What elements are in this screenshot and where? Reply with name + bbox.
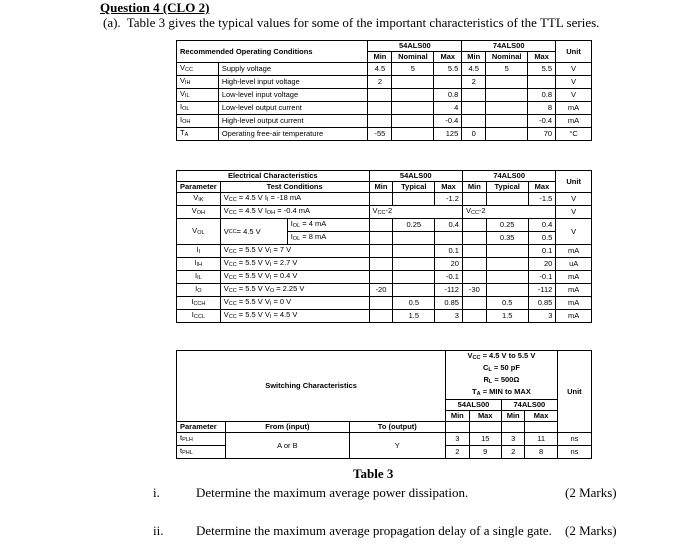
value-cell xyxy=(462,102,486,115)
subheader-cell: Min xyxy=(462,52,486,63)
value-cell: -112 xyxy=(435,284,463,297)
unit-cell: mA xyxy=(556,284,592,297)
from-header: From (input) xyxy=(226,422,349,433)
value-cell xyxy=(462,258,486,271)
table-row xyxy=(177,297,592,310)
value-cell xyxy=(462,245,486,258)
test-conditions: $V_{CC} = 5.5$ V $V_I = 0$ V xyxy=(220,297,369,310)
value-cell: 3 xyxy=(435,310,463,323)
table-row xyxy=(177,219,592,232)
value-cell: 0.5 xyxy=(393,297,435,310)
value-cell xyxy=(486,76,528,89)
value-cell xyxy=(392,89,434,102)
switching-condition: $C_L = 50$ pF xyxy=(446,363,558,375)
value-cell: 15 xyxy=(469,433,501,446)
unit-cell: mA xyxy=(556,245,592,258)
subheader-cell: Nominal xyxy=(486,52,528,63)
value-cell: 0.1 xyxy=(528,245,556,258)
value-cell: 0.25 xyxy=(393,219,435,232)
value-cell xyxy=(462,232,486,245)
switching-condition: $V_{CC} = 4.5$ V to 5.5 V xyxy=(446,351,558,364)
value-cell xyxy=(462,297,486,310)
value-cell: -0.1 xyxy=(528,271,556,284)
parameter-description: High-level input voltage xyxy=(218,76,368,89)
to-header: To (output) xyxy=(349,422,446,433)
unit-cell: mA xyxy=(556,310,592,323)
question-2-number: ii. xyxy=(153,523,164,538)
subheader-cell: Max xyxy=(528,52,556,63)
value-cell xyxy=(369,193,393,206)
unit-cell: mA xyxy=(556,271,592,284)
value-cell xyxy=(462,219,486,232)
value-cell: -20 xyxy=(369,284,393,297)
vol-condition-a: $I_{OL} = 4$ mA xyxy=(288,219,369,232)
unit-cell: V xyxy=(556,206,592,219)
value-cell: 0.85 xyxy=(528,297,556,310)
from-value: A or B xyxy=(226,433,349,459)
table-row xyxy=(177,284,592,297)
table-row xyxy=(177,310,592,323)
table-row xyxy=(177,258,592,271)
parameter-symbol: $I_{IH}$ xyxy=(177,258,221,271)
subheader-cell: Min xyxy=(369,182,393,193)
parameter-symbol: $I_{CCH}$ xyxy=(177,297,221,310)
value-cell xyxy=(393,271,435,284)
unit-cell: V xyxy=(556,89,592,102)
parameter-symbol: $V_{OL}$ xyxy=(177,219,221,245)
parameter-symbol: $T_A$ xyxy=(177,128,219,141)
conditions-header: Test Conditions xyxy=(220,182,369,193)
question-1-text: Determine the maximum average power dissipation. xyxy=(196,485,469,500)
table-title-cell: Electrical Characteristics xyxy=(177,171,370,182)
group-header: 74ALS00 xyxy=(462,171,555,182)
value-cell: 1.5 xyxy=(393,310,435,323)
group-header: 54ALS00 xyxy=(369,171,462,182)
intro-line xyxy=(103,15,605,31)
value-cell xyxy=(462,310,486,323)
value-cell xyxy=(486,271,528,284)
group-header: 54ALS00 xyxy=(446,400,502,411)
value-cell: 0 xyxy=(462,128,486,141)
value-cell xyxy=(462,115,486,128)
subheader-cell: Min xyxy=(501,411,524,422)
table-row xyxy=(177,271,592,284)
unit-cell: V xyxy=(556,219,592,245)
value-cell xyxy=(392,115,434,128)
question-heading: Question 4 (CLO 2) xyxy=(100,0,210,15)
value-cell: 70 xyxy=(528,128,556,141)
value-cell: 2 xyxy=(501,446,524,459)
value-cell: 5.5 xyxy=(434,63,462,76)
parameter-symbol: $I_{OH}$ xyxy=(177,115,219,128)
value-cell: -112 xyxy=(528,284,556,297)
unit-cell: V xyxy=(556,63,592,76)
value-cell: 0.1 xyxy=(435,245,463,258)
value-cell xyxy=(486,102,528,115)
value-cell xyxy=(393,193,435,206)
value-cell: -0.1 xyxy=(435,271,463,284)
value-cell xyxy=(486,258,528,271)
value-cell xyxy=(486,245,528,258)
value-cell: 0.4 xyxy=(528,219,556,232)
parameter-description: Supply voltage xyxy=(218,63,368,76)
parameter-symbol: $I_{CCL}$ xyxy=(177,310,221,323)
value-cell: 5.5 xyxy=(528,63,556,76)
value-cell xyxy=(462,271,486,284)
value-cell: 2 xyxy=(462,76,486,89)
header-row xyxy=(177,41,592,52)
subheader-cell: Max xyxy=(469,411,501,422)
value-cell: 0.4 xyxy=(435,219,463,232)
value-cell: 9 xyxy=(469,446,501,459)
value-cell xyxy=(486,284,528,297)
param-header: Parameter xyxy=(177,422,226,433)
group-header: 54ALS00 xyxy=(368,41,462,52)
switching-characteristics-table xyxy=(176,350,592,459)
unit-cell: V xyxy=(556,76,592,89)
value-cell xyxy=(392,128,434,141)
value-cell xyxy=(369,245,393,258)
blank-cell xyxy=(469,422,501,433)
parameter-symbol: $I_I$ xyxy=(177,245,221,258)
intro-text: Table 3 gives the typical values for some of the important characteristics of the TTL series. xyxy=(126,15,600,30)
group-header: 74ALS00 xyxy=(462,41,556,52)
subheader-cell: Max xyxy=(434,52,462,63)
switching-condition: $T_A$ = MIN to MAX xyxy=(446,387,558,400)
value-cell: -1.2 xyxy=(435,193,463,206)
test-conditions: $V_{CC} = 5.5$ V $V_I = 0.4$ V xyxy=(220,271,369,284)
parameter-symbol: $V_{CC}$ xyxy=(177,63,219,76)
value-cell xyxy=(369,219,393,232)
table-title-cell: Switching Characteristics xyxy=(177,351,446,422)
value-cell xyxy=(434,76,462,89)
header-row xyxy=(177,351,592,364)
value-cell: 1.5 xyxy=(486,310,528,323)
value-cell xyxy=(393,245,435,258)
value-cell xyxy=(392,102,434,115)
subheader-cell: Min xyxy=(368,52,392,63)
value-cell: 11 xyxy=(525,433,557,446)
switching-condition: $R_L = 500\Omega$ xyxy=(446,375,558,387)
table-row xyxy=(177,128,592,141)
unit-header: Unit xyxy=(556,41,592,63)
value-cell: $V_{CC}-2$ xyxy=(462,206,555,219)
question-2-text: Determine the maximum average propagation delay of a single gate. xyxy=(196,523,552,538)
value-cell: 4.5 xyxy=(368,63,392,76)
param-header: Parameter xyxy=(177,182,221,193)
value-cell: 0.35 xyxy=(486,232,528,245)
parameter-symbol: $I_{IL}$ xyxy=(177,271,221,284)
subheader-cell: Min xyxy=(446,411,469,422)
table-row xyxy=(177,433,592,446)
unit-header: Unit xyxy=(557,351,591,433)
to-value: Y xyxy=(349,433,446,459)
test-conditions: $V_{CC} = 4.5$ V $I_I = -18$ mA xyxy=(220,193,369,206)
subheader-cell: Max xyxy=(528,182,556,193)
value-cell xyxy=(369,310,393,323)
parameter-symbol: $I_{OL}$ xyxy=(177,102,219,115)
value-cell: 3 xyxy=(446,433,469,446)
unit-cell: mA xyxy=(556,115,592,128)
subheader-row xyxy=(177,182,592,193)
value-cell: $V_{CC}-2$ xyxy=(369,206,462,219)
value-cell xyxy=(435,232,463,245)
table-caption: Table 3 xyxy=(353,466,394,481)
value-cell xyxy=(528,76,556,89)
value-cell xyxy=(369,258,393,271)
parameter-symbol: $V_{IK}$ xyxy=(177,193,221,206)
value-cell xyxy=(368,102,392,115)
value-cell: -0.4 xyxy=(528,115,556,128)
value-cell: 5 xyxy=(486,63,528,76)
value-cell: 3 xyxy=(528,310,556,323)
unit-cell: ns xyxy=(557,433,591,446)
value-cell: 0.25 xyxy=(486,219,528,232)
table-row xyxy=(177,245,592,258)
table-row xyxy=(177,206,592,219)
value-cell xyxy=(393,232,435,245)
vol-condition-b: $I_{OL} = 8$ mA xyxy=(290,232,327,242)
subheader-cell: Typical xyxy=(486,182,528,193)
parameter-symbol: $V_{IH}$ xyxy=(177,76,219,89)
value-cell xyxy=(368,115,392,128)
value-cell: 0.8 xyxy=(528,89,556,102)
value-cell xyxy=(392,76,434,89)
unit-cell: uA xyxy=(556,258,592,271)
unit-cell: ns xyxy=(557,446,591,459)
blank-cell xyxy=(525,422,557,433)
value-cell xyxy=(393,258,435,271)
subheader-cell: Min xyxy=(462,182,486,193)
value-cell xyxy=(486,128,528,141)
header-row xyxy=(177,171,592,182)
value-cell: 0.5 xyxy=(528,232,556,245)
value-cell xyxy=(369,297,393,310)
value-cell: 0.85 xyxy=(435,297,463,310)
parameter-description: Low-level output current xyxy=(218,102,368,115)
test-conditions: $V_{CC} = 4.5$ V $I_{OH} = -0.4$ mA xyxy=(220,206,369,219)
vol-condition-main: V CC = 4.5 V xyxy=(221,219,288,244)
test-conditions: $V_{CC} = 5.5$ V $V_O = 2.25$ V xyxy=(220,284,369,297)
group-header: 74ALS00 xyxy=(501,400,557,411)
parameter-description: High-level output current xyxy=(218,115,368,128)
question-1-number: i. xyxy=(153,485,160,500)
table-row xyxy=(177,193,592,206)
blank-cell xyxy=(446,422,469,433)
table-title-cell: Recommended Operating Conditions xyxy=(177,41,368,63)
unit-header: Unit xyxy=(556,171,592,193)
question-2-marks: (2 Marks) xyxy=(565,523,617,538)
question-1-marks: (2 Marks) xyxy=(565,485,617,500)
test-conditions: $V_{CC} = 5.5$ V $V_I = 2.7$ V xyxy=(220,258,369,271)
table-row xyxy=(177,102,592,115)
value-cell: -1.5 xyxy=(528,193,556,206)
unit-cell: mA xyxy=(556,102,592,115)
parameter-symbol: $I_O$ xyxy=(177,284,221,297)
blank-cell xyxy=(501,422,524,433)
electrical-characteristics-table xyxy=(176,170,592,323)
part-label: (a). xyxy=(103,15,121,30)
value-cell: 3 xyxy=(501,433,524,446)
unit-cell: °C xyxy=(556,128,592,141)
table-row xyxy=(177,76,592,89)
value-cell xyxy=(369,271,393,284)
value-cell: 5 xyxy=(392,63,434,76)
value-cell xyxy=(393,284,435,297)
value-cell xyxy=(486,115,528,128)
value-cell: -30 xyxy=(462,284,486,297)
value-cell: 2 xyxy=(446,446,469,459)
subheader-cell: Typical xyxy=(393,182,435,193)
subheader-cell: Max xyxy=(525,411,557,422)
recommended-operating-conditions-table xyxy=(176,40,592,141)
value-cell: -0.4 xyxy=(434,115,462,128)
value-cell xyxy=(462,89,486,102)
parameter-symbol: $V_{IL}$ xyxy=(177,89,219,102)
value-cell: 125 xyxy=(434,128,462,141)
value-cell xyxy=(486,89,528,102)
unit-cell: V xyxy=(556,193,592,206)
parameter-description: Low-level input voltage xyxy=(218,89,368,102)
parameter-description: Operating free-air temperature xyxy=(218,128,368,141)
parameter-symbol: $V_{OH}$ xyxy=(177,206,221,219)
subheader-cell: Nominal xyxy=(392,52,434,63)
value-cell: 0.8 xyxy=(434,89,462,102)
parameter-symbol: $t_{PLH}$ xyxy=(177,433,226,446)
value-cell: 2 xyxy=(368,76,392,89)
value-cell xyxy=(369,232,393,245)
test-conditions xyxy=(220,219,369,245)
value-cell: 8 xyxy=(525,446,557,459)
value-cell: 8 xyxy=(528,102,556,115)
value-cell xyxy=(462,193,486,206)
table-row xyxy=(177,115,592,128)
value-cell: -55 xyxy=(368,128,392,141)
parameter-symbol: $t_{PHL}$ xyxy=(177,446,226,459)
test-conditions: $V_{CC} = 5.5$ V $V_I = 7$ V xyxy=(220,245,369,258)
value-cell xyxy=(486,193,528,206)
value-cell: 4.5 xyxy=(462,63,486,76)
value-cell: 0.5 xyxy=(486,297,528,310)
test-conditions: $V_{CC} = 5.5$ V $V_I = 4.5$ V xyxy=(220,310,369,323)
header-row xyxy=(177,422,592,433)
subheader-cell: Max xyxy=(435,182,463,193)
unit-cell: mA xyxy=(556,297,592,310)
table-row xyxy=(177,63,592,76)
value-cell xyxy=(368,89,392,102)
value-cell: 20 xyxy=(435,258,463,271)
table-row xyxy=(177,89,592,102)
value-cell: 4 xyxy=(434,102,462,115)
value-cell: 20 xyxy=(528,258,556,271)
